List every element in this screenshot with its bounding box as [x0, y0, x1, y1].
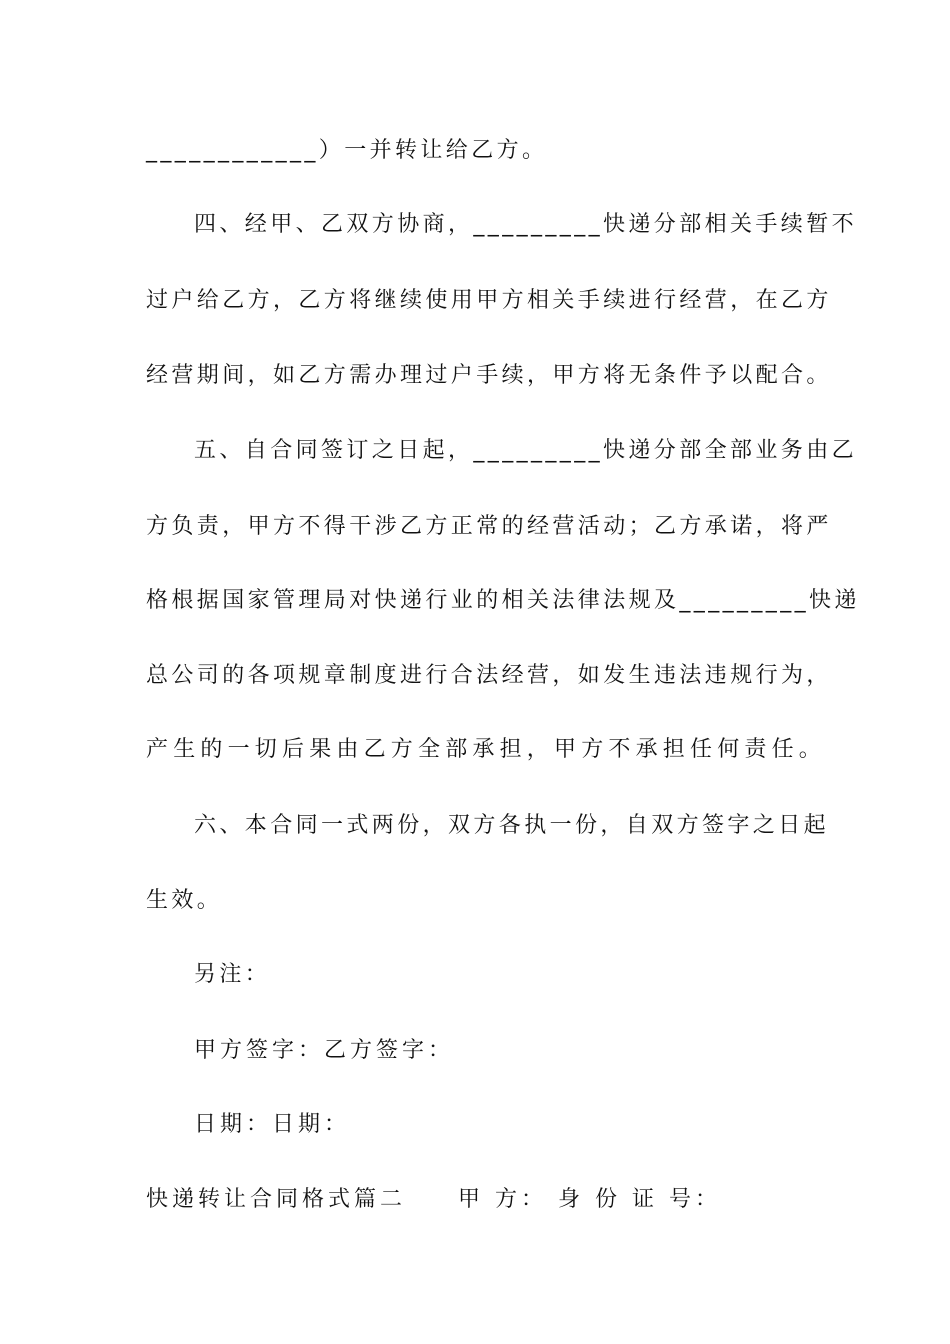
text-line-10: 六、本合同一式两份，双方各执一份，自双方签字之日起	[194, 813, 830, 838]
text-line-7: 格根据国家管理局对快递行业的相关法律法规及_________快递	[146, 588, 860, 613]
date-line: 日期：日期：	[194, 1112, 351, 1137]
text-line-12: 另注：	[194, 962, 271, 987]
text-line-2: 四、经甲、乙双方协商，_________快递分部相关手续暂不	[194, 212, 858, 237]
text-line-6: 方负责，甲方不得干涉乙方正常的经营活动；乙方承诺，将严	[146, 514, 832, 539]
text-line-4: 经营期间，如乙方需办理过户手续，甲方将无条件予以配合。	[146, 363, 832, 388]
text-line-9: 产生的一切后果由乙方全部承担，甲方不承担任何责任。	[146, 737, 827, 762]
text-line-3: 过户给乙方，乙方将继续使用甲方相关手续进行经营，在乙方	[146, 288, 832, 313]
text-line-8: 总公司的各项规章制度进行合法经营，如发生违法违规行为，	[146, 663, 832, 688]
signature-line: 甲方签字：乙方签字：	[194, 1038, 455, 1063]
text-line-1: ____________）一并转让给乙方。	[146, 138, 548, 163]
section-title-line: 快递转让合同格式篇二 甲 方： 身 份 证 号：	[146, 1187, 721, 1212]
text-line-5: 五、自合同签订之日起，_________快递分部全部业务由乙	[194, 438, 858, 463]
text-line-11: 生效。	[146, 888, 223, 913]
